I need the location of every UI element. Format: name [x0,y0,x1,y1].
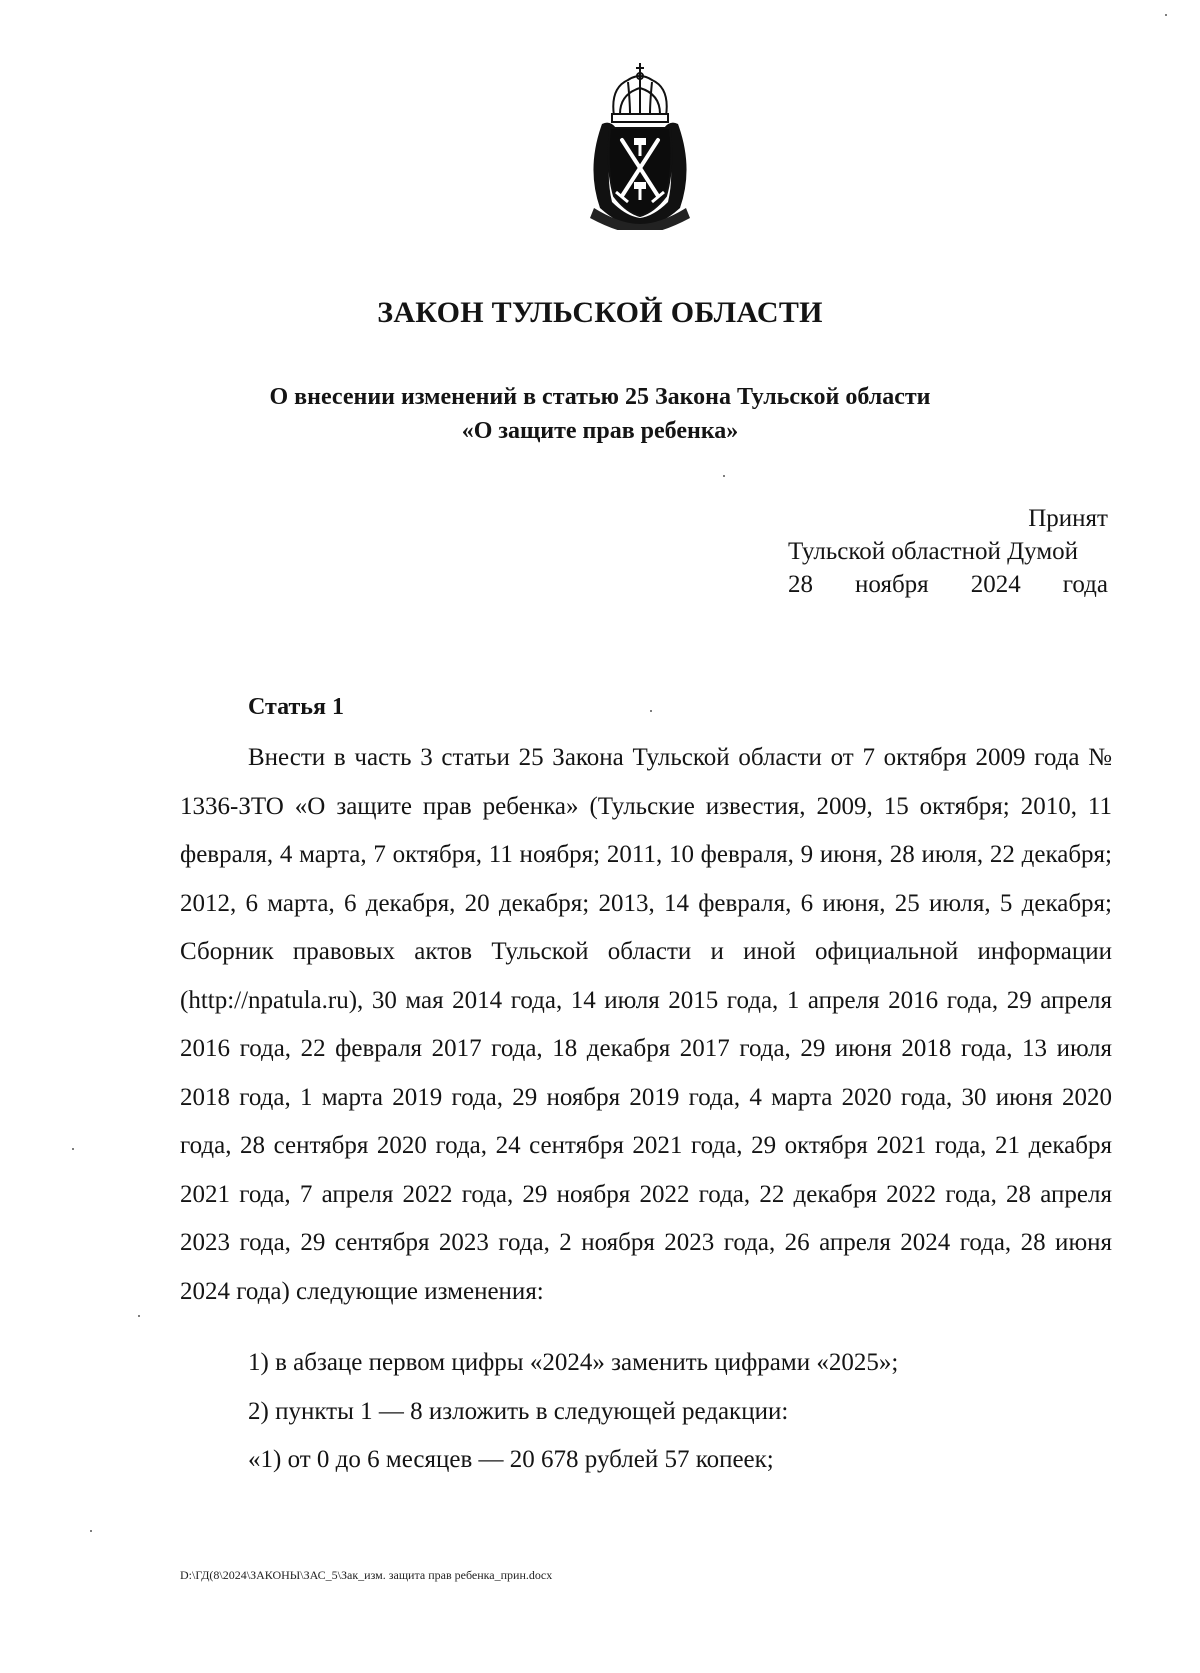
adopted-label: Принят [1028,505,1108,532]
adoption-year-word: года [1062,571,1108,598]
law-title: ЗАКОН ТУЛЬСКОЙ ОБЛАСТИ [377,296,823,329]
amendment-item-1: 1) в абзаце первом цифры «2024» заменить цифрами «2025»; [248,1349,899,1376]
amendment-item-2: 2) пункты 1 — 8 изложить в следующей редакции: [248,1398,789,1425]
law-subtitle [0,380,1200,448]
amendment-item-3: «1) от 0 до 6 месяцев — 20 678 рублей 57 копеек; [248,1446,774,1473]
adoption-day: 28 [788,571,813,598]
scan-speck [650,710,652,712]
article-paragraph: Внести в часть 3 статьи 25 Закона Тульской области от 7 октября 2009 года № 1336-ЗТО «О защите прав ребенка» (Тульские известия, 2009, 15 октября; 2010, 11 февраля, 4 марта, 7 октября, 11 ноября; 2011, 10 февраля, 9 июня, 28 июля, 22 декабря; 2012, 6 марта, 6 декабря, 20 декабря; 2013, 14 февраля, 6 июня, 25 июля, 5 декабря; Сборник правовых актов Тульской области и иной официальной информации (http://npatula.ru), 30 мая 2014 года, 14 июля 2015 года, 1 апреля 2016 года, 29 апреля 2016 года, 22 февраля 2017 года, 18 декабря 2017 года, 29 июня 2018 года, 13 июля 2018 года, 1 марта 2019 года, 29 ноября 2019 года, 4 марта 2020 года, 30 июня 2020 года, 28 сентября 2020 года, 24 сентября 2021 года, 29 октября 2021 года, 21 декабря 2021 года, 7 апреля 2022 года, 29 ноября 2022 года, 22 декабря 2022 года, 28 апреля 2023 года, 29 сентября 2023 года, 2 ноября 2023 года, 26 апреля 2024 года, 28 июня 2024 года) следующие изменения: [180,744,1112,1305]
adoption-year: 2024 [970,571,1021,598]
scan-speck [1165,14,1167,16]
adoption-block [788,502,1108,601]
footer-file-path: D:\ГД(8\2024\ЗАКОНЫ\ЗАС_5\Зак_изм. защита прав ребенка_прин.docx [180,1568,553,1582]
adoption-month: ноября [855,571,929,598]
adopted-by: Тульской областной Думой [788,538,1079,565]
subtitle-line-2: «О защите прав ребенка» [461,418,739,444]
scan-speck [723,475,725,477]
scan-speck [138,1315,140,1317]
scan-speck [90,1530,92,1532]
article-title: Статья 1 [248,694,344,720]
scan-speck [72,1148,74,1150]
adoption-date [788,568,1108,601]
tula-coat-of-arms-icon [580,58,700,230]
subtitle-line-1: О внесении изменений в статью 25 Закона Тульской области [269,384,931,410]
